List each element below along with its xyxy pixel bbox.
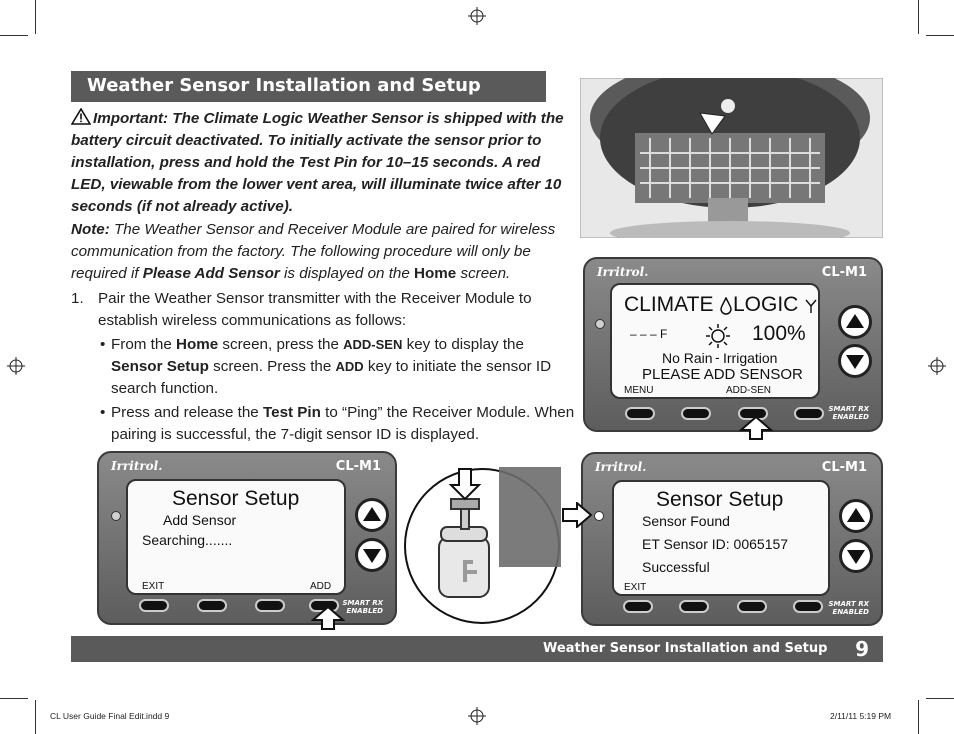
page-footer (71, 636, 883, 662)
brand-logo: Irritrol. (597, 265, 649, 279)
screen-title: Sensor Setup (172, 487, 300, 510)
bullet-text: to “Ping” the Receiver Module. When pairing is successful, the 7-digit sensor ID is displayed. (111, 404, 575, 443)
up-arrow-button[interactable] (839, 499, 873, 533)
triangle-down-icon (842, 542, 870, 570)
water-drop-icon (719, 297, 733, 315)
bullet-text: key to initiate the sensor ID search function. (111, 358, 552, 397)
note-bold: Please Add Sensor (142, 265, 280, 282)
softkey-2-button[interactable] (197, 599, 227, 612)
softkey-4-button[interactable] (793, 600, 823, 613)
model-label: CL-M1 (335, 459, 381, 474)
sensor-photo (580, 78, 883, 238)
note-home: Home (414, 265, 457, 282)
crop-mark (918, 700, 919, 734)
crop-mark (926, 698, 954, 699)
section-header (71, 71, 546, 102)
exit-button[interactable] (623, 600, 653, 613)
enabled-text: ENABLED (832, 608, 869, 616)
softkey-exit-label: EXIT (624, 582, 647, 593)
smart-rx-label (829, 600, 870, 616)
pointer-arrow-icon (739, 416, 773, 440)
crop-mark (35, 700, 36, 734)
registration-mark-icon (928, 357, 946, 375)
softkey-3-button[interactable] (737, 600, 767, 613)
bullet-1 (71, 334, 577, 400)
crop-mark (35, 0, 36, 34)
key-label: ADD (335, 359, 364, 374)
registration-mark-icon (468, 707, 486, 725)
humidity-readout: 100% (752, 322, 806, 345)
triangle-up-icon (841, 308, 869, 336)
bullet-text: key to display the (402, 336, 524, 353)
bullet-bold: Test Pin (262, 404, 321, 421)
down-arrow-button[interactable] (355, 538, 389, 572)
bullet-text: screen, press the (218, 336, 344, 353)
important-paragraph (71, 108, 577, 218)
registration-mark-icon (7, 357, 25, 375)
home-screen (610, 283, 820, 399)
note-paragraph (71, 219, 577, 285)
bullet-text: From the (111, 336, 176, 353)
smart-rx-text: SMART RX (828, 600, 869, 608)
status-led (595, 319, 605, 329)
controller-searching (97, 451, 397, 625)
slug-file-info: CL User Guide Final Edit.indd 9 (50, 711, 170, 721)
registration-mark-icon (468, 7, 486, 25)
bullet-2 (71, 402, 577, 446)
softkey-3-button[interactable] (255, 599, 285, 612)
up-arrow-button[interactable] (838, 305, 872, 339)
note-text: is displayed on the (279, 265, 415, 282)
down-arrow-button[interactable] (838, 344, 872, 378)
page-number: 9 (855, 637, 869, 661)
logic-label: LOGIC (733, 293, 799, 316)
enabled-text: ENABLED (832, 413, 869, 421)
smart-rx-text: SMART RX (342, 599, 383, 607)
crop-mark (0, 698, 28, 699)
add-sensor-label: Add Sensor (163, 512, 237, 528)
note-text: screen. (456, 265, 511, 282)
crop-mark (926, 35, 954, 36)
please-add-sensor-message: PLEASE ADD SENSOR (642, 366, 803, 383)
note-text: The Weather Sensor and Receiver Module are paired for wireless communication from the factory. The following procedure will only be required if (71, 221, 556, 282)
irrigation-label: Irrigation (723, 350, 778, 366)
crop-mark (918, 0, 919, 34)
crop-mark (0, 35, 28, 36)
softkey-4-button[interactable] (794, 407, 824, 420)
sensor-setup-screen (126, 479, 346, 595)
controller-home (583, 257, 883, 432)
no-rain-label: No Rain (662, 350, 713, 366)
softkey-menu-label: MENU (624, 385, 654, 396)
enabled-text: ENABLED (346, 607, 383, 615)
smart-rx-label (343, 599, 384, 615)
menu-button[interactable] (625, 407, 655, 420)
up-arrow-button[interactable] (355, 498, 389, 532)
pointer-arrow-icon (311, 606, 345, 630)
important-text: Important: The Climate Logic Weather Sensor is shipped with the battery circuit deactivated. To initially activate the sensor prior to installation, press and hold the Test Pin for 10–15 seconds. A red LED, viewable from the lower vent area, will illuminate twice after 10 seconds (if not already active). (71, 110, 564, 215)
antenna-icon (805, 299, 817, 313)
step-number: 1. (71, 290, 84, 307)
led-flash-arrow-icon (561, 502, 593, 528)
status-separator: - (715, 349, 720, 365)
note-label: Note: (71, 221, 110, 238)
bullet-bold: Sensor Setup (111, 358, 209, 375)
temperature-readout: – – – F (630, 327, 668, 341)
softkey-2-button[interactable] (679, 600, 709, 613)
down-arrow-button[interactable] (839, 539, 873, 573)
smart-rx-text: SMART RX (828, 405, 869, 413)
slug-timestamp: 2/11/11 5:19 PM (830, 711, 892, 721)
sensor-found-screen (612, 480, 830, 596)
key-label: ADD-SEN (343, 337, 403, 352)
model-label: CL-M1 (821, 460, 867, 475)
smart-rx-label (829, 405, 870, 421)
triangle-up-icon (842, 502, 870, 530)
searching-label: Searching....... (142, 532, 233, 548)
sensor-id-label: ET Sensor ID: 0065157 (642, 536, 789, 552)
footer-title: Weather Sensor Installation and Setup (543, 641, 828, 656)
section-title: Weather Sensor Installation and Setup (87, 75, 481, 96)
success-label: Successful (642, 559, 710, 575)
triangle-down-icon (358, 541, 386, 569)
sun-icon (705, 323, 731, 349)
step-1 (71, 288, 577, 332)
bullet-text: Press and release the (111, 404, 263, 421)
brand-logo: Irritrol. (111, 459, 163, 473)
triangle-up-icon (358, 501, 386, 529)
model-label: CL-M1 (821, 265, 867, 280)
status-led (111, 511, 121, 521)
step-text: Pair the Weather Sensor transmitter with the Receiver Module to establish wireless communications as follows: (98, 290, 532, 329)
softkey-exit-label: EXIT (142, 581, 165, 592)
exit-button[interactable] (139, 599, 169, 612)
bullet-text: screen. Press the (208, 358, 336, 375)
bullet-dot: • (100, 404, 106, 421)
triangle-down-icon (841, 347, 869, 375)
softkey-add-label: ADD (310, 581, 332, 592)
softkey-2-button[interactable] (681, 407, 711, 420)
sensor-found-label: Sensor Found (642, 513, 730, 529)
softkey-addsen-label: ADD-SEN (726, 385, 772, 396)
screen-title: Sensor Setup (656, 488, 784, 511)
warning-icon (71, 108, 91, 125)
instructions (71, 108, 577, 446)
test-pin-illustration (403, 467, 561, 625)
brand-logo: Irritrol. (595, 460, 647, 474)
bullet-dot: • (100, 336, 106, 353)
climate-label: CLIMATE (624, 293, 714, 316)
bullet-bold: Home (176, 336, 219, 353)
status-led (594, 511, 604, 521)
controller-found (581, 452, 883, 626)
